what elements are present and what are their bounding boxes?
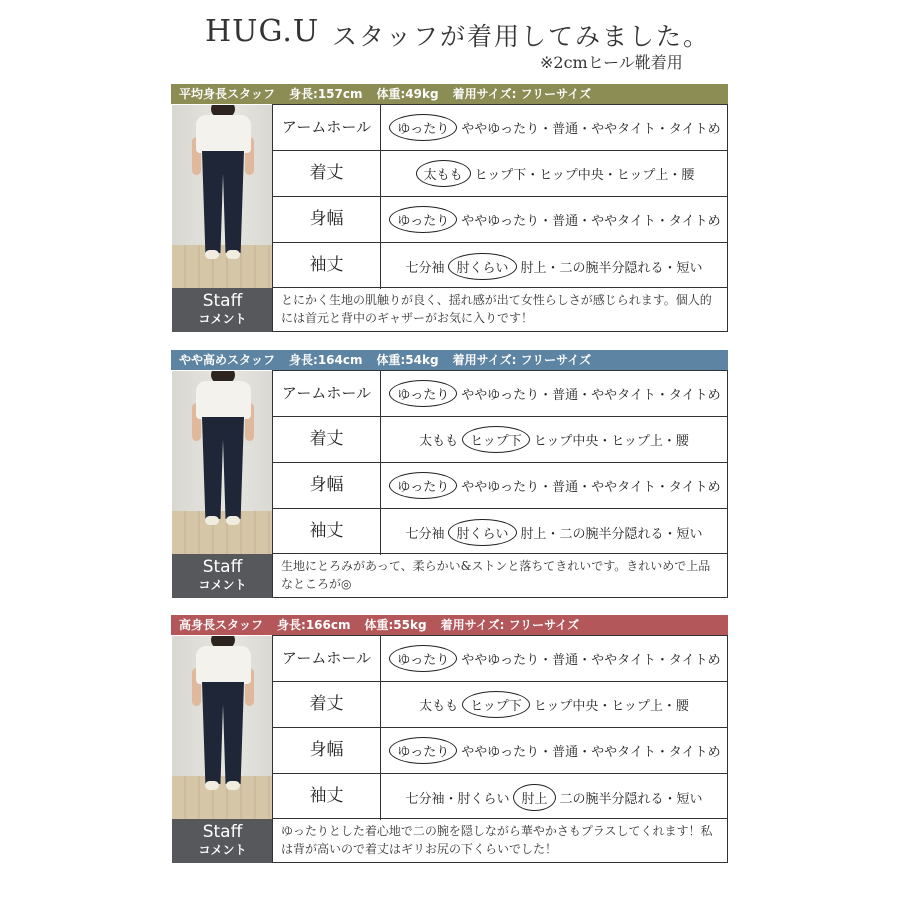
fit-row-options xyxy=(381,682,727,727)
fit-row-label: 着丈 xyxy=(273,682,381,727)
staff-section-slightly-tall xyxy=(171,350,728,598)
staff-height: 身長:164cm xyxy=(289,353,363,367)
option-text: 七分袖 xyxy=(405,526,445,542)
option-text: 太もも xyxy=(419,699,459,714)
staff-label-en: Staff xyxy=(202,822,243,842)
fit-row xyxy=(273,151,727,197)
staff-photo xyxy=(172,371,273,554)
staff-type: 高身長スタッフ xyxy=(179,618,264,632)
staff-label-jp: コメント xyxy=(198,578,247,592)
fit-row-label: アームホール xyxy=(273,636,381,681)
selected-option: ゆったり xyxy=(389,737,457,764)
option-text: ヒップ下・ヒップ中央・ヒップ上・腰 xyxy=(474,168,695,183)
worn-size: 着用サイズ: フリーサイズ xyxy=(440,618,580,632)
staff-label-en: Staff xyxy=(202,291,243,311)
staff-comment: 生地にとろみがあって、柔らかい&ストンと落ちてきれいです。きれいめで上品なところが◎ xyxy=(272,554,728,598)
staff-comment: とにかく生地の肌触りが良く、揺れ感が出て女性らしさが感じられます。個人的には首元と背中のギャザーがお気に入りです！ xyxy=(272,288,728,332)
staff-section-average-height xyxy=(171,84,728,332)
option-text: ややゆったり・普通・ややタイト・タイトめ xyxy=(461,214,721,229)
fit-row xyxy=(273,463,727,509)
option-text: ややゆったり・普通・ややタイト・タイトめ xyxy=(461,480,721,495)
fit-row-options xyxy=(381,636,727,681)
worn-size: 着用サイズ: フリーサイズ xyxy=(452,87,592,101)
option-text: 七分袖 xyxy=(405,260,445,276)
selected-option: 太もも xyxy=(416,160,471,187)
option-text: ややゆったり・普通・ややタイト・タイトめ xyxy=(461,745,721,760)
staff-photo xyxy=(172,636,273,819)
brand-logo: HUG.U xyxy=(205,14,320,49)
fit-row-label: 身幅 xyxy=(273,728,381,773)
staff-comment-label xyxy=(172,819,273,863)
page-header xyxy=(0,0,900,80)
fit-table xyxy=(272,635,728,819)
option-text: 七分袖・肘くらい xyxy=(405,791,510,807)
option-text: 二の腕半分隠れる・短い xyxy=(559,791,703,807)
fit-row-options xyxy=(381,463,727,508)
fit-row-label: 袖丈 xyxy=(273,509,381,555)
selected-option: 肘くらい xyxy=(448,519,516,546)
page-title: スタッフが着用してみました。 xyxy=(332,22,711,51)
staff-comment-label xyxy=(172,554,273,598)
selected-option: ヒップ下 xyxy=(462,426,530,453)
option-text: ややゆったり・普通・ややタイト・タイトめ xyxy=(461,653,721,668)
fit-row xyxy=(273,197,727,243)
fit-row-label: アームホール xyxy=(273,105,381,150)
selected-option: ゆったり xyxy=(389,206,457,233)
fit-row-label: 着丈 xyxy=(273,417,381,462)
fit-row xyxy=(273,728,727,774)
fit-row-label: 身幅 xyxy=(273,463,381,508)
option-text: ややゆったり・普通・ややタイト・タイトめ xyxy=(461,122,721,137)
fit-row xyxy=(273,417,727,463)
staff-label-jp: コメント xyxy=(198,312,247,326)
fit-row-label: アームホール xyxy=(273,371,381,416)
option-text: ヒップ中央・ヒップ上・腰 xyxy=(533,699,689,714)
fit-row-options xyxy=(381,417,727,462)
selected-option: ゆったり xyxy=(389,645,457,672)
fit-row-label: 身幅 xyxy=(273,197,381,242)
staff-type: やや高めスタッフ xyxy=(179,353,276,367)
option-text: ややゆったり・普通・ややタイト・タイトめ xyxy=(461,388,721,403)
staff-section-tall xyxy=(171,615,728,863)
heel-note: ※2cmヒール靴着用 xyxy=(540,53,683,72)
fit-row-options xyxy=(381,197,727,242)
staff-type: 平均身長スタッフ xyxy=(179,87,276,101)
staff-weight: 体重:54kg xyxy=(376,353,439,367)
fit-row xyxy=(273,509,727,555)
staff-label-jp: コメント xyxy=(198,843,247,857)
fit-row-options xyxy=(381,728,727,773)
selected-option: ゆったり xyxy=(389,380,457,407)
selected-option: ゆったり xyxy=(389,114,457,141)
fit-table xyxy=(272,370,728,554)
fit-row-options xyxy=(381,105,727,150)
selected-option: 肘上 xyxy=(513,784,555,811)
fit-row-options xyxy=(381,151,727,196)
staff-comment-label xyxy=(172,288,273,332)
staff-label-en: Staff xyxy=(202,557,243,577)
staff-height: 身長:157cm xyxy=(289,87,363,101)
fit-row xyxy=(273,682,727,728)
fit-row-options xyxy=(381,243,727,289)
option-text: 肘上・二の腕半分隠れる・短い xyxy=(520,526,703,542)
fit-row-label: 袖丈 xyxy=(273,243,381,289)
fit-row-options xyxy=(381,774,727,820)
fit-table xyxy=(272,104,728,288)
fit-row xyxy=(273,371,727,417)
staff-photo xyxy=(172,105,273,288)
selected-option: 肘くらい xyxy=(448,253,516,280)
fit-row-label: 袖丈 xyxy=(273,774,381,820)
section-header-bar xyxy=(171,615,728,635)
worn-size: 着用サイズ: フリーサイズ xyxy=(452,353,592,367)
option-text: ヒップ中央・ヒップ上・腰 xyxy=(533,434,689,449)
option-text: 太もも xyxy=(419,434,459,449)
fit-row-options xyxy=(381,509,727,555)
fit-row xyxy=(273,105,727,151)
option-text: 肘上・二の腕半分隠れる・短い xyxy=(520,260,703,276)
staff-comment: ゆったりとした着心地で二の腕を隠しながら華やかさもプラスしてくれます！私は背が高いので着丈はギリお尻の下くらいでした！ xyxy=(272,819,728,863)
fit-row xyxy=(273,636,727,682)
staff-weight: 体重:55kg xyxy=(364,618,427,632)
fit-row xyxy=(273,243,727,289)
staff-height: 身長:166cm xyxy=(277,618,351,632)
fit-row-label: 着丈 xyxy=(273,151,381,196)
selected-option: ヒップ下 xyxy=(462,691,530,718)
fit-row xyxy=(273,774,727,820)
staff-weight: 体重:49kg xyxy=(376,87,439,101)
selected-option: ゆったり xyxy=(389,472,457,499)
fit-row-options xyxy=(381,371,727,416)
section-header-bar xyxy=(171,350,728,370)
section-header-bar xyxy=(171,84,728,104)
